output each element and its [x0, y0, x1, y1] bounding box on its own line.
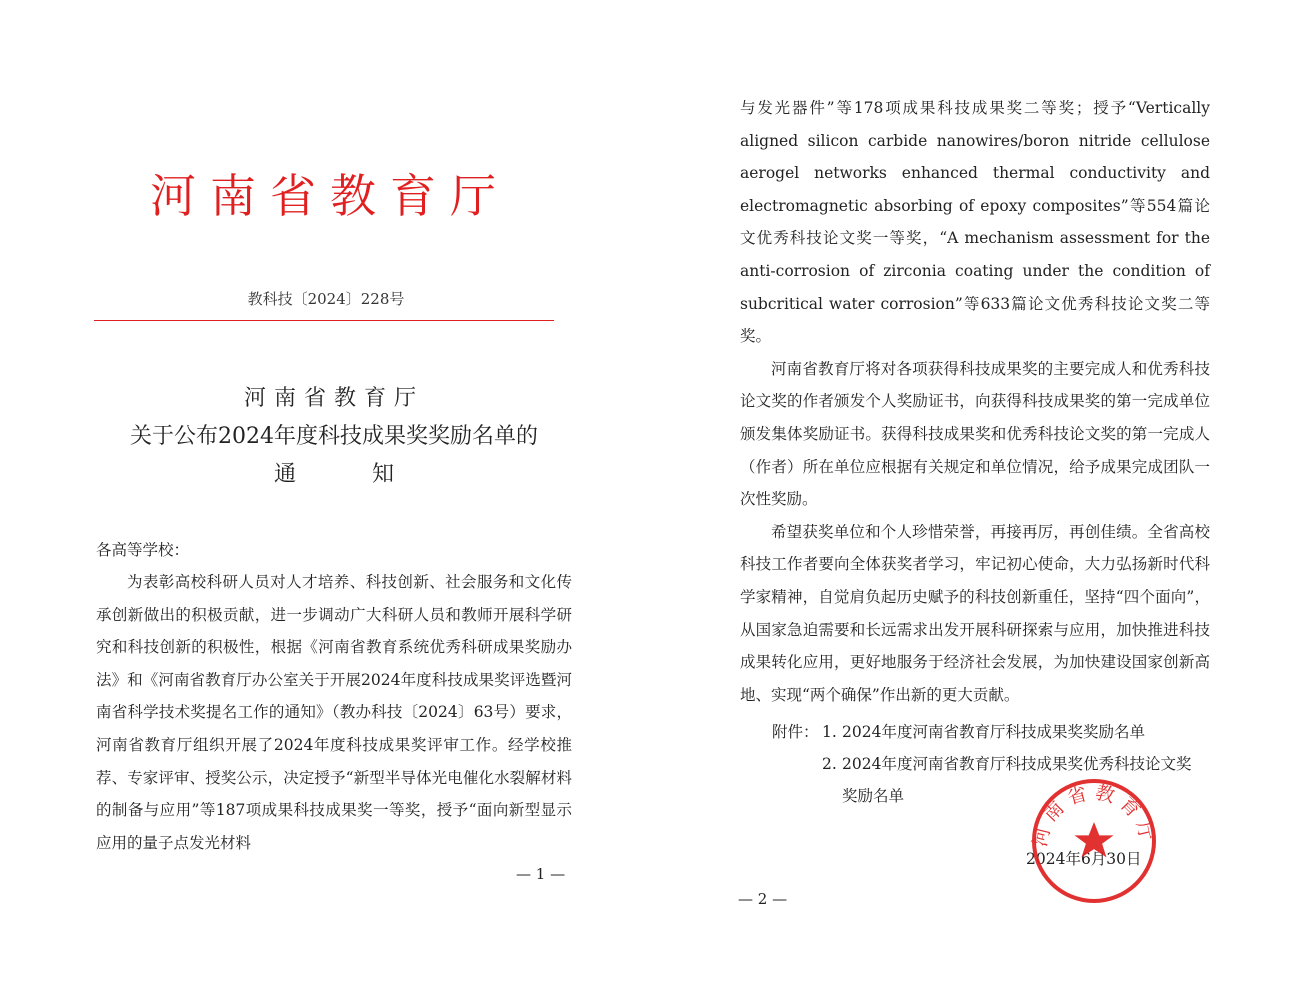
svg-text:河南省教育厅: 河南省教育厅: [1029, 781, 1159, 849]
title-line-2: 关于公布2024年度科技成果奖奖励名单的: [130, 424, 538, 449]
attachment-2-number: 2.: [822, 755, 837, 773]
attachment-1-number: 1.: [822, 723, 837, 741]
attachment-2-title: 2024年度河南省教育厅科技成果奖优秀科技论文奖: [842, 755, 1192, 773]
body-text-page-1: [96, 566, 572, 859]
page-number-1: — 1 —: [516, 865, 566, 883]
page-2: [650, 0, 1300, 1000]
title-line-3: 通知: [273, 462, 470, 487]
paragraph-1: 为表彰高校科研人员对人才培养、科技创新、社会服务和文化传承创新做出的积极贡献，进一步调动广大科研人员和教师开展科学研究和科技创新的积极性，根据《河南省教育系统优秀科研成果奖励办法》和《河南省教育厅办公室关于开展2024年度科技成果奖评选暨河南省科学技术奖提名工作的通知》（教办科技〔2024〕63号）要求，河南省教育厅组织开展了2024年度科技成果奖评审工作。经学校推荐、专家评审、授奖公示，决定授予“新型半导体光电催化水裂解材料的制备与应用”等187项成果科技成果奖一等奖，授予“面向新型显示应用的量子点发光材料: [96, 573, 572, 852]
paragraph-2: 河南省教育厅将对各项获得科技成果奖的主要完成人和优秀科技论文奖的作者颁发个人奖励证书，向获得科技成果奖的第一完成单位颁发集体奖励证书。获得科技成果奖和优秀科技论文奖的第一完成人（作者）所在单位应根据有关规定和单位情况，给予成果完成团队一次性奖励。: [740, 359, 1210, 509]
red-divider-line: [94, 320, 554, 321]
official-seal-icon: [1029, 776, 1159, 906]
attachment-2-title-cont: 奖励名单: [842, 787, 905, 805]
paragraph-1-continued: 与发光器件”等178项成果科技成果奖二等奖；授予“Vertically aligned silicon carbide nanowires/boron nitride cellulose aerogel networks enhanced thermal conductivity and electromagnetic absorbing of epoxy composites”等554篇论文优秀科技论文奖一等奖，“A mechanism assessment for the anti-corrosion of zirconia coating under the condition of subcritical water corrosion”等633篇论文优秀科技论文奖二等奖。: [740, 99, 1210, 346]
document-number: 教科技〔2024〕228号: [247, 290, 405, 308]
title-line-1: 河南省教育厅: [243, 386, 424, 411]
page-number-2: — 2 —: [738, 890, 788, 908]
document-title: [96, 380, 572, 494]
attachment-1-title: 2024年度河南省教育厅科技成果奖奖励名单: [842, 723, 1145, 741]
attachment-item-1: [772, 716, 1212, 748]
issue-date: 2024年6月30日: [1026, 850, 1142, 868]
paragraph-3: 希望获奖单位和个人珍惜荣誉，再接再厉，再创佳绩。全省高校科技工作者要向全体获奖者学习，牢记初心使命，大力弘扬新时代科学家精神，自觉肩负起历史赋予的科技创新重任，坚持“四个面向”，从国家急迫需要和长远需求出发开展科研探索与应用，加快推进科技成果转化应用，更好地服务于经济社会发展，为加快建设国家创新高地、实现“两个确保”作出新的更大贡献。: [740, 522, 1210, 704]
issuing-authority-header: 河南省教育厅: [150, 169, 510, 223]
attachments-label: 附件：: [772, 723, 819, 741]
salutation: 各高等学校：: [96, 541, 190, 559]
body-text-page-2: [740, 92, 1210, 711]
